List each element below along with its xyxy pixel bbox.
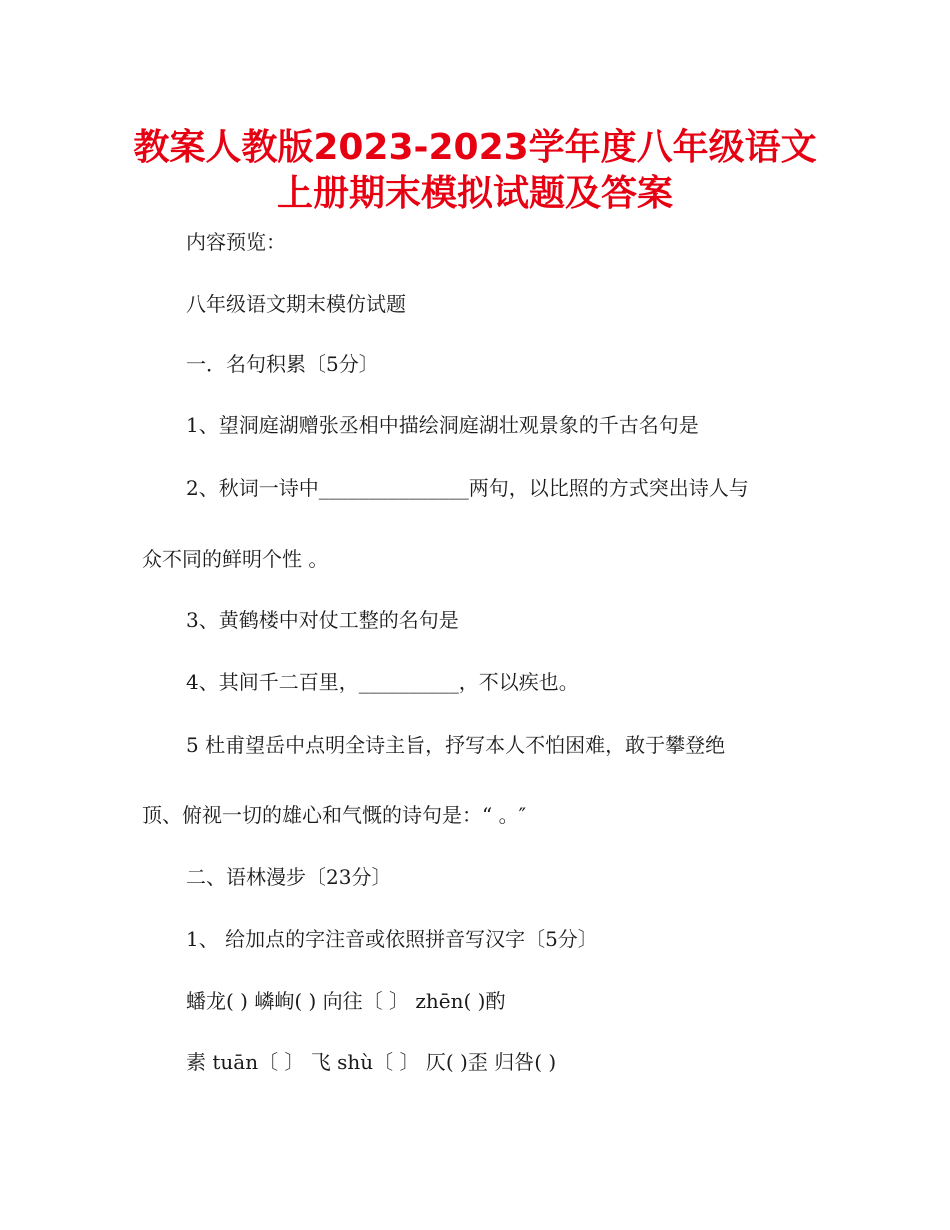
section-heading-2: 二、语林漫步〔23分〕 xyxy=(186,865,392,889)
question-1-4: 4、其间千二百里，__________，不以疾也。 xyxy=(186,670,579,694)
pinyin-row-2: 素 tuān〔 〕 飞 shù〔 〕 仄( )歪 归咎( ) xyxy=(186,1050,557,1074)
section-heading-1: 一．名句积累〔5分〕 xyxy=(186,352,379,376)
document-title-line-2: 上册期末模拟试题及答案 xyxy=(276,173,673,214)
content-preview-label: 内容预览： xyxy=(186,230,286,254)
question-1-2: 2、秋词一诗中_______________两句，以比照的方式突出诗人与 xyxy=(186,476,749,500)
pinyin-row-1: 蟠龙( ) 嶙峋( ) 向往〔 〕 zhēn( )酌 xyxy=(186,989,506,1013)
question-2-1: 1、 给加点的字注音或依照拼音写汉字〔5分〕 xyxy=(186,927,598,951)
question-1-1: 1、望洞庭湖赠张丞相中描绘洞庭湖壮观景象的千古名句是 xyxy=(186,413,699,437)
question-1-5-continued: 顶、俯视一切的雄心和气慨的诗句是：“ 。″ xyxy=(142,803,527,827)
document-title-line-1: 教案人教版2023-2023学年度八年级语文 xyxy=(133,127,817,168)
question-1-2-continued: 众不同的鲜明个性 。 xyxy=(142,547,329,571)
question-1-5: 5 杜甫望岳中点明全诗主旨，抒写本人不怕困难，敢于攀登绝 xyxy=(186,733,726,757)
question-1-3: 3、黄鹤楼中对仗工整的名句是 xyxy=(186,608,459,632)
exam-subtitle: 八年级语文期末模仿试题 xyxy=(186,292,406,316)
